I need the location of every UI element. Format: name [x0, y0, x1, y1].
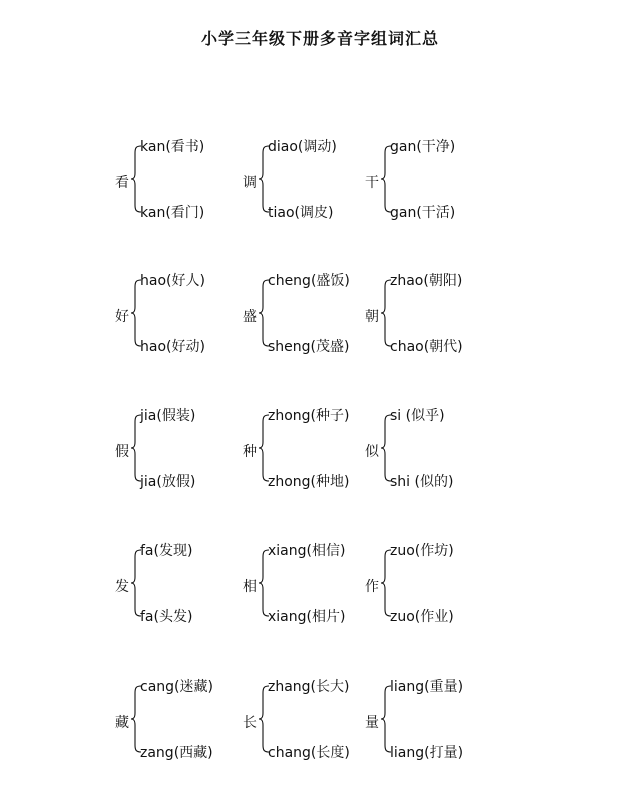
pinyin-word: zhong(种地): [268, 474, 350, 490]
polyphone-character: 作: [365, 579, 379, 595]
pinyin-word: chao(朝代): [390, 339, 463, 355]
pinyin-word: hao(好动): [140, 339, 205, 355]
curly-brace-icon: [130, 414, 144, 482]
polyphone-character: 种: [243, 444, 257, 460]
pinyin-word: jia(放假): [140, 474, 196, 490]
pinyin-word: fa(头发): [140, 609, 193, 625]
pinyin-word: liang(重量): [390, 679, 464, 695]
polyphone-character: 看: [115, 175, 129, 191]
polyphone-character: 盛: [243, 309, 257, 325]
polyphone-character: 朝: [365, 309, 379, 325]
pinyin-word: diao(调动): [268, 139, 337, 155]
pinyin-word: zuo(作业): [390, 609, 454, 625]
pinyin-word: hao(好人): [140, 273, 205, 289]
pinyin-word: shi (似的): [390, 474, 454, 490]
curly-brace-icon: [380, 145, 394, 213]
polyphone-character: 藏: [115, 715, 129, 731]
pinyin-word: zhong(种子): [268, 408, 350, 424]
polyphone-character: 相: [243, 579, 257, 595]
polyphone-character: 发: [115, 579, 129, 595]
pinyin-word: cang(迷藏): [140, 679, 213, 695]
curly-brace-icon: [130, 685, 144, 753]
polyphone-character: 长: [243, 715, 257, 731]
pinyin-word: gan(干活): [390, 205, 456, 221]
curly-brace-icon: [130, 145, 144, 213]
pinyin-word: liang(打量): [390, 745, 464, 761]
polyphone-group: [365, 679, 545, 775]
polyphone-character: 量: [365, 715, 379, 731]
pinyin-word: chang(长度): [268, 745, 350, 761]
pinyin-word: jia(假装): [140, 408, 196, 424]
curly-brace-icon: [258, 549, 272, 617]
polyphone-group: [365, 139, 545, 235]
pinyin-word: zang(西藏): [140, 745, 213, 761]
curly-brace-icon: [380, 549, 394, 617]
curly-brace-icon: [380, 414, 394, 482]
curly-brace-icon: [130, 549, 144, 617]
polyphone-character: 干: [365, 175, 379, 191]
pinyin-word: xiang(相信): [268, 543, 346, 559]
pinyin-word: gan(干净): [390, 139, 456, 155]
curly-brace-icon: [130, 279, 144, 347]
pinyin-word: zhao(朝阳): [390, 273, 463, 289]
page-title: 小学三年级下册多音字组词汇总: [200, 29, 439, 48]
pinyin-word: kan(看门): [140, 205, 205, 221]
curly-brace-icon: [380, 685, 394, 753]
polyphone-group: [365, 408, 545, 504]
pinyin-word: zhang(长大): [268, 679, 350, 695]
pinyin-word: cheng(盛饭): [268, 273, 350, 289]
polyphone-character: 假: [115, 444, 129, 460]
polyphone-character: 好: [115, 309, 129, 325]
pinyin-word: fa(发现): [140, 543, 193, 559]
pinyin-word: tiao(调皮): [268, 205, 334, 221]
polyphone-character: 似: [365, 444, 379, 460]
pinyin-word: si (似乎): [390, 408, 445, 424]
curly-brace-icon: [258, 685, 272, 753]
pinyin-word: xiang(相片): [268, 609, 346, 625]
pinyin-word: zuo(作坊): [390, 543, 454, 559]
pinyin-word: sheng(茂盛): [268, 339, 350, 355]
polyphone-group: [365, 273, 545, 369]
curly-brace-icon: [258, 279, 272, 347]
curly-brace-icon: [258, 145, 272, 213]
polyphone-character: 调: [243, 175, 257, 191]
polyphone-group: [365, 543, 545, 639]
curly-brace-icon: [258, 414, 272, 482]
curly-brace-icon: [380, 279, 394, 347]
pinyin-word: kan(看书): [140, 139, 205, 155]
